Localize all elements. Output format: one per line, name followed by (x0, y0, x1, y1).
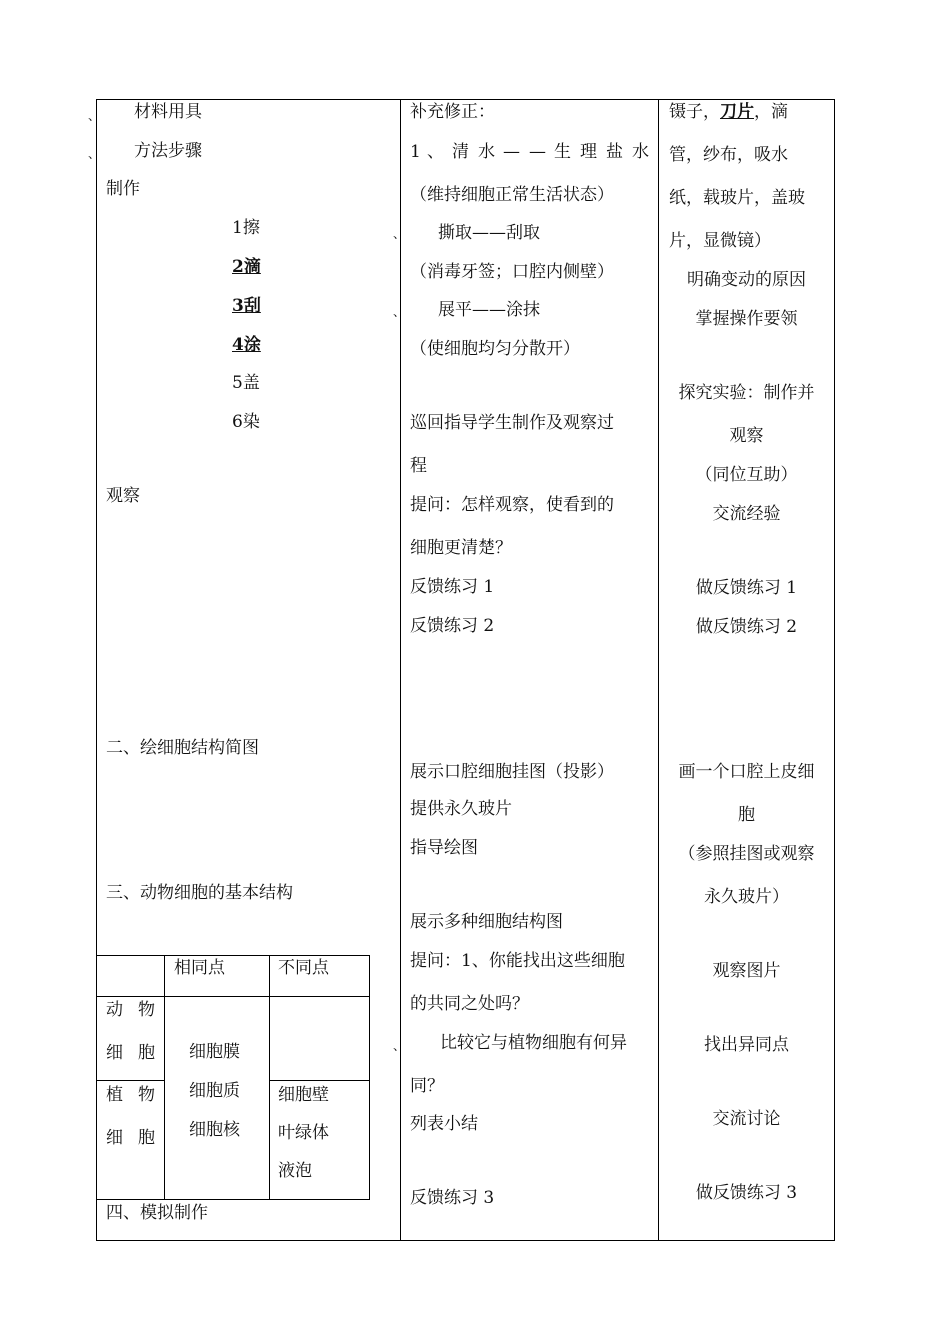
step-1: 1擦 (232, 218, 260, 238)
do-feedback-1: 做反馈练习 1 (695, 578, 798, 598)
step-4: 4涂 (232, 335, 261, 355)
do-feedback-2: 做反馈练习 2 (695, 617, 798, 637)
section-four-heading: 四、模拟制作 (106, 1203, 208, 1223)
compare-text: 同？ (410, 1076, 444, 1096)
draw-text: 胞 (738, 805, 755, 825)
question-text: 细胞更清楚？ (410, 538, 512, 558)
explore-text: （同位互助） (695, 465, 798, 485)
grasp-text: 掌握操作要领 (695, 309, 798, 329)
explore-text: 交流经验 (712, 504, 781, 524)
inner-table-right (369, 955, 370, 1200)
animal-label-char: 胞 (138, 1043, 155, 1063)
materials-label: 材料用具 (134, 102, 202, 122)
question2-text: 的共同之处吗？ (410, 994, 529, 1014)
animal-label-char: 物 (138, 1000, 155, 1020)
tools-text: 纸，载玻片，盖玻 (669, 188, 805, 208)
item1-char: 清 (452, 142, 469, 162)
item1-char: 盐 (606, 142, 623, 162)
same-item: 细胞核 (189, 1120, 240, 1140)
section-two-heading: 二、绘细胞结构简图 (106, 738, 259, 758)
do-feedback-3: 做反馈练习 3 (695, 1183, 798, 1203)
step-3: 3刮 (232, 296, 261, 316)
item1-char: 1 (410, 142, 421, 162)
plant-label-char: 细 (106, 1128, 123, 1148)
supplement-label: 补充修正： (410, 102, 495, 122)
inner-table-col-divider-2 (269, 955, 270, 1200)
same-item: 细胞质 (189, 1081, 240, 1101)
list-mark: 、 (88, 147, 101, 161)
guide-text: 巡回指导学生制作及观察过 (410, 413, 614, 433)
tools-text (669, 104, 788, 121)
step-5: 5盖 (232, 373, 260, 393)
item1-char: 生 (554, 142, 571, 162)
header-diff: 不同点 (278, 958, 329, 978)
item1-char: 水 (478, 142, 495, 162)
item3-note: （使细胞均匀分散开） (410, 339, 580, 359)
summary-text: 列表小结 (410, 1114, 478, 1134)
question-text: 提问：怎样观察，使看到的 (410, 495, 614, 515)
tools-text: 管，纱布，吸水 (669, 145, 788, 165)
guide-text: 程 (410, 456, 427, 476)
same-item: 细胞膜 (189, 1042, 240, 1062)
item1-note: （维持细胞正常生活状态） (410, 185, 614, 205)
inner-table-row-divider-2b (269, 1080, 369, 1081)
observe-label: 观察 (106, 486, 140, 506)
show-text: 指导绘图 (410, 838, 478, 858)
item1-char: 水 (632, 142, 649, 162)
tools-blade: 刀片 (720, 102, 754, 122)
list-mark: 、 (393, 1039, 406, 1053)
plant-label-char: 植 (106, 1085, 123, 1105)
inner-table-bottom (97, 1199, 369, 1200)
animal-label-char: 细 (106, 1043, 123, 1063)
item1-char: 理 (580, 142, 597, 162)
tools-text-part: 镊子， (669, 102, 720, 122)
explore-text: 探究实验：制作并 (678, 383, 815, 403)
item2: 撕取——刮取 (438, 223, 540, 243)
table-bottom-border (96, 1240, 835, 1241)
item1-char: — (529, 142, 546, 162)
question2-text: 提问：1、你能找出这些细胞 (410, 951, 625, 971)
inner-table-row-divider-2a (97, 1080, 164, 1081)
header-same: 相同点 (174, 958, 225, 978)
plant-diff-item: 细胞壁 (278, 1085, 329, 1105)
column-divider-2 (658, 99, 659, 1241)
reason-text: 明确变动的原因 (687, 270, 806, 290)
table-top-border (96, 99, 835, 100)
item2-note: （消毒牙签；口腔内侧壁） (410, 262, 614, 282)
feedback-exercise-2: 反馈练习 2 (410, 616, 495, 636)
compare-text: 比较它与植物细胞有何异 (440, 1033, 627, 1053)
tools-text-part: ，滴 (754, 102, 788, 122)
draw-text: 画一个口腔上皮细 (678, 762, 815, 782)
plant-label-char: 物 (138, 1085, 155, 1105)
list-mark: 、 (393, 227, 406, 241)
plant-diff-item: 叶绿体 (278, 1123, 329, 1143)
table-right-border (834, 99, 835, 1241)
make-label: 制作 (106, 179, 140, 199)
observe-picture: 观察图片 (712, 961, 781, 981)
step-6: 6染 (232, 412, 260, 432)
plant-diff-item: 液泡 (278, 1161, 312, 1181)
tools-text: 片，显微镜） (669, 231, 771, 251)
feedback-exercise-3: 反馈练习 3 (410, 1188, 495, 1208)
item1-char: — (503, 142, 520, 162)
animal-label-char: 动 (106, 1000, 123, 1020)
column-divider-1 (400, 99, 401, 1241)
draw-text: （参照挂图或观察 (678, 844, 815, 864)
section-three-heading: 三、动物细胞的基本结构 (106, 883, 293, 903)
feedback-exercise-1: 反馈练习 1 (410, 577, 495, 597)
explore-text: 观察 (729, 426, 764, 446)
inner-table-row-divider-1 (97, 996, 369, 997)
find-differences: 找出异同点 (704, 1035, 789, 1055)
method-label: 方法步骤 (134, 141, 202, 161)
plant-label-char: 胞 (138, 1128, 155, 1148)
item3: 展平——涂抹 (438, 300, 540, 320)
step-2: 2滴 (232, 257, 261, 277)
list-mark: 、 (393, 305, 406, 319)
show-text: 提供永久玻片 (410, 799, 512, 819)
item1-char: 、 (427, 142, 444, 162)
inner-table-top (97, 955, 369, 956)
draw-text: 永久玻片） (704, 887, 789, 907)
discuss-text: 交流讨论 (712, 1109, 781, 1129)
list-mark: 、 (88, 109, 101, 123)
inner-table-col-divider-1 (164, 955, 165, 1200)
show-text: 展示口腔细胞挂图（投影） (410, 762, 614, 782)
table-left-border (96, 99, 97, 1241)
multi-cell-text: 展示多种细胞结构图 (410, 912, 563, 932)
